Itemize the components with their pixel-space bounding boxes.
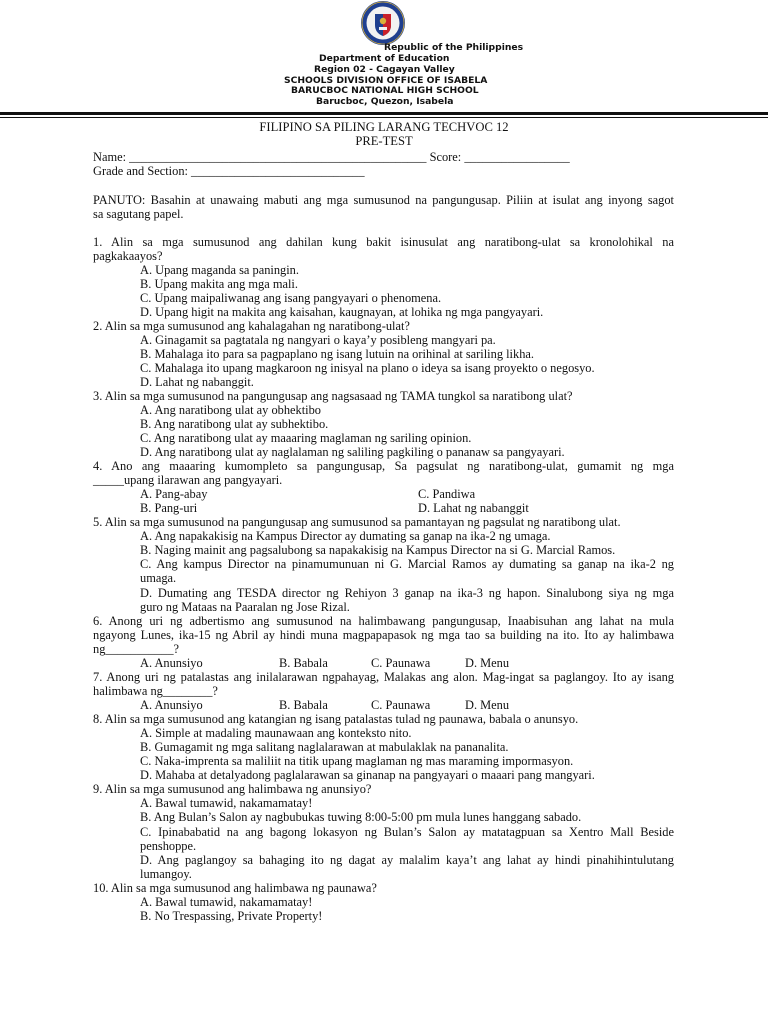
deped-seal-logo: [360, 0, 406, 46]
q7-option-a: A. Anunsiyo: [140, 698, 203, 712]
q9-option-a: A. Bawal tumawid, nakamamatay!: [140, 796, 313, 810]
panuto-line-2: sa sagutang papel.: [93, 207, 184, 221]
question-5: 5. Alin sa mga sumusunod na pangungusap ang sumusunod sa pamantayan ng pagsulat ng naratibong ulat.: [93, 515, 621, 529]
division-line: SCHOOLS DIVISION OFFICE OF ISABELA: [284, 75, 488, 86]
republic-line: Republic of the Philippines: [384, 42, 524, 53]
school-line: BARUCBOC NATIONAL HIGH SCHOOL: [291, 85, 479, 96]
q7-option-b: B. Babala: [279, 698, 328, 712]
q4-option-d: D. Lahat ng nabanggit: [418, 501, 529, 515]
question-6: 6. Anong uri ng adbertismo ang sumusunod na halimbawang pangungusap, Inaabisuhan ang lahat na mula: [93, 614, 674, 628]
address-line: Barucboc, Quezon, Isabela: [316, 96, 454, 107]
question-1: 1. Alin sa mga sumusunod ang dahilan kung bakit isinusulat ang naratibong-ulat sa kronolohikal na: [93, 235, 674, 249]
question-8: 8. Alin sa mga sumusunod ang katangian ng isang patalastas tulad ng paunawa, babala o anunsyo.: [93, 712, 579, 726]
q9-option-d-cont: lumangoy.: [140, 867, 192, 881]
question-6-blank: ng___________?: [93, 642, 180, 656]
question-10: 10. Alin sa mga sumusunod ang halimbawa ng paunawa?: [93, 881, 377, 895]
q8-option-d: D. Mahaba at detalyadong paglalarawan sa ginanap na pangyayari o maaari pang mangyari.: [140, 768, 595, 782]
q8-option-b: B. Gumagamit ng mga salitang naglalarawan at mabulaklak na pananalita.: [140, 740, 509, 754]
q4-option-a: A. Pang-abay: [140, 487, 208, 501]
header-rule-thin: [0, 117, 768, 118]
q5-option-c-cont: umaga.: [140, 571, 177, 585]
question-1-cont: pagkakaayos?: [93, 249, 163, 263]
q5-option-d-cont: guro ng Mataas na Paaralan ng Jose Rizal.: [140, 600, 350, 614]
q6-option-b: B. Babala: [279, 656, 328, 670]
q5-option-c: C. Ang kampus Director na pinamumunuan ni G. Marcial Ramos ay dumating sa ganap na ika-2 ng: [140, 557, 674, 571]
panuto-line-1: PANUTO: Basahin at unawaing mabuti ang mga sumusunod na pangungusap. Piliin at isulat ang inyong sagot: [93, 193, 674, 207]
q7-option-d: D. Menu: [465, 698, 510, 712]
question-3: 3. Alin sa mga sumusunod na pangungusap ang nagsasaad ng TAMA tungkol sa naratibong ulat?: [93, 389, 573, 403]
q2-option-a: A. Ginagamit sa pagtatala ng nangyari o kaya’y posibleng mangyari pa.: [140, 333, 496, 347]
q3-option-d: D. Ang naratibong ulat ay naglalaman ng saliling pagkiling o pananaw sa pangyayari.: [140, 445, 565, 459]
q2-option-c: C. Mahalaga ito upang magkaroon ng inisyal na plano o ideya sa isang proyekto o negosyo.: [140, 361, 595, 375]
q8-option-a: A. Simple at madaling maunawaan ang konteksto nito.: [140, 726, 412, 740]
q10-option-a: A. Bawal tumawid, nakamamatay!: [140, 895, 313, 909]
q3-option-c: C. Ang naratibong ulat ay maaaring maglaman ng sariling opinion.: [140, 431, 472, 445]
q4-option-c: C. Pandiwa: [418, 487, 476, 501]
q5-option-a: A. Ang napakakisig na Kampus Director ay dumating sa ganap na ika-2 ng umaga.: [140, 529, 551, 543]
name-score-field: Name: ________________________________________________ Score: _________________: [93, 150, 570, 164]
q6-option-a: A. Anunsiyo: [140, 656, 203, 670]
q1-option-c: C. Upang maipaliwanag ang isang pangyayari o phenomena.: [140, 291, 442, 305]
q5-option-d: D. Dumating ang TESDA director ng Rehiyon 3 ganap na ika-3 ng hapon. Sinalubong siya ng mga: [140, 586, 674, 600]
grade-section-field: Grade and Section: ____________________________: [93, 164, 365, 178]
q1-option-b: B. Upang makita ang mga mali.: [140, 277, 298, 291]
question-4: 4. Ano ang maaaring kumompleto sa pangungusap, Sa pagsulat ng naratibong-ulat, gumamit ng mga: [93, 459, 674, 473]
exam-title: FILIPINO SA PILING LARANG TECHVOC 12: [259, 120, 509, 134]
q6-option-c: C. Paunawa: [371, 656, 431, 670]
question-4-cont: _____upang ilarawan ang pangyayari.: [93, 473, 283, 487]
q2-option-d: D. Lahat ng nabanggit.: [140, 375, 254, 389]
q9-option-d: D. Ang paglangoy sa bahaging ito ng dagat ay malalim kaya’t ang lahat ay hindi pinahihintulutang: [140, 853, 674, 867]
q3-option-a: A. Ang naratibong ulat ay obhektibo: [140, 403, 322, 417]
q4-option-b: B. Pang-uri: [140, 501, 198, 515]
q9-option-c-cont: penshoppe.: [140, 839, 197, 853]
region-line: Region 02 - Cagayan Valley: [314, 64, 455, 75]
q9-option-b: B. Ang Bulan’s Salon ay nagbubukas tuwing 8:00-5:00 pm mula lunes hanggang sabado.: [140, 810, 582, 824]
question-2: 2. Alin sa mga sumusunod ang kahalagahan ng naratibong-ulat?: [93, 319, 410, 333]
q3-option-b: B. Ang naratibong ulat ay subhektibo.: [140, 417, 329, 431]
q9-option-c: C. Ipinababatid na ang bagong lokasyon ng Bulan’s Salon ay matatagpuan sa Xentro Mall Beside: [140, 825, 674, 839]
q2-option-b: B. Mahalaga ito para sa pagpaplano ng isang lutuin na orihinal at sariling likha.: [140, 347, 534, 361]
q8-option-c: C. Naka-imprenta sa maliliit na titik upang maglaman ng mas maraming impormasyon.: [140, 754, 574, 768]
q7-option-c: C. Paunawa: [371, 698, 431, 712]
q1-option-d: D. Upang higit na makita ang kaisahan, kaugnayan, at lohika ng mga pangyayari.: [140, 305, 544, 319]
header-rule-thick: [0, 112, 768, 115]
q10-option-b: B. No Trespassing, Private Property!: [140, 909, 323, 923]
question-7: 7. Anong uri ng patalastas ang inilalarawan ngpahayag, Malakas ang alon. Mag-ingat sa paglangoy. Ito ay isang: [93, 670, 674, 684]
question-6-cont: ngayong Lunes, ika-15 ng Abril ay hindi muna magpapapasok ng mga tao sa building na ito. Ito ay halimbawa: [93, 628, 674, 642]
q6-option-d: D. Menu: [465, 656, 510, 670]
exam-subtitle: PRE-TEST: [355, 134, 413, 148]
q5-option-b: B. Naging mainit ang pagsalubong sa napakakisig na Kampus Director na si G. Marcial Ramos.: [140, 543, 616, 557]
question-7-cont: halimbawa ng________?: [93, 684, 218, 698]
department-line: Department of Education: [319, 53, 450, 64]
question-9: 9. Alin sa mga sumusunod ang halimbawa ng anunsiyo?: [93, 782, 372, 796]
q1-option-a: A. Upang maganda sa paningin.: [140, 263, 299, 277]
